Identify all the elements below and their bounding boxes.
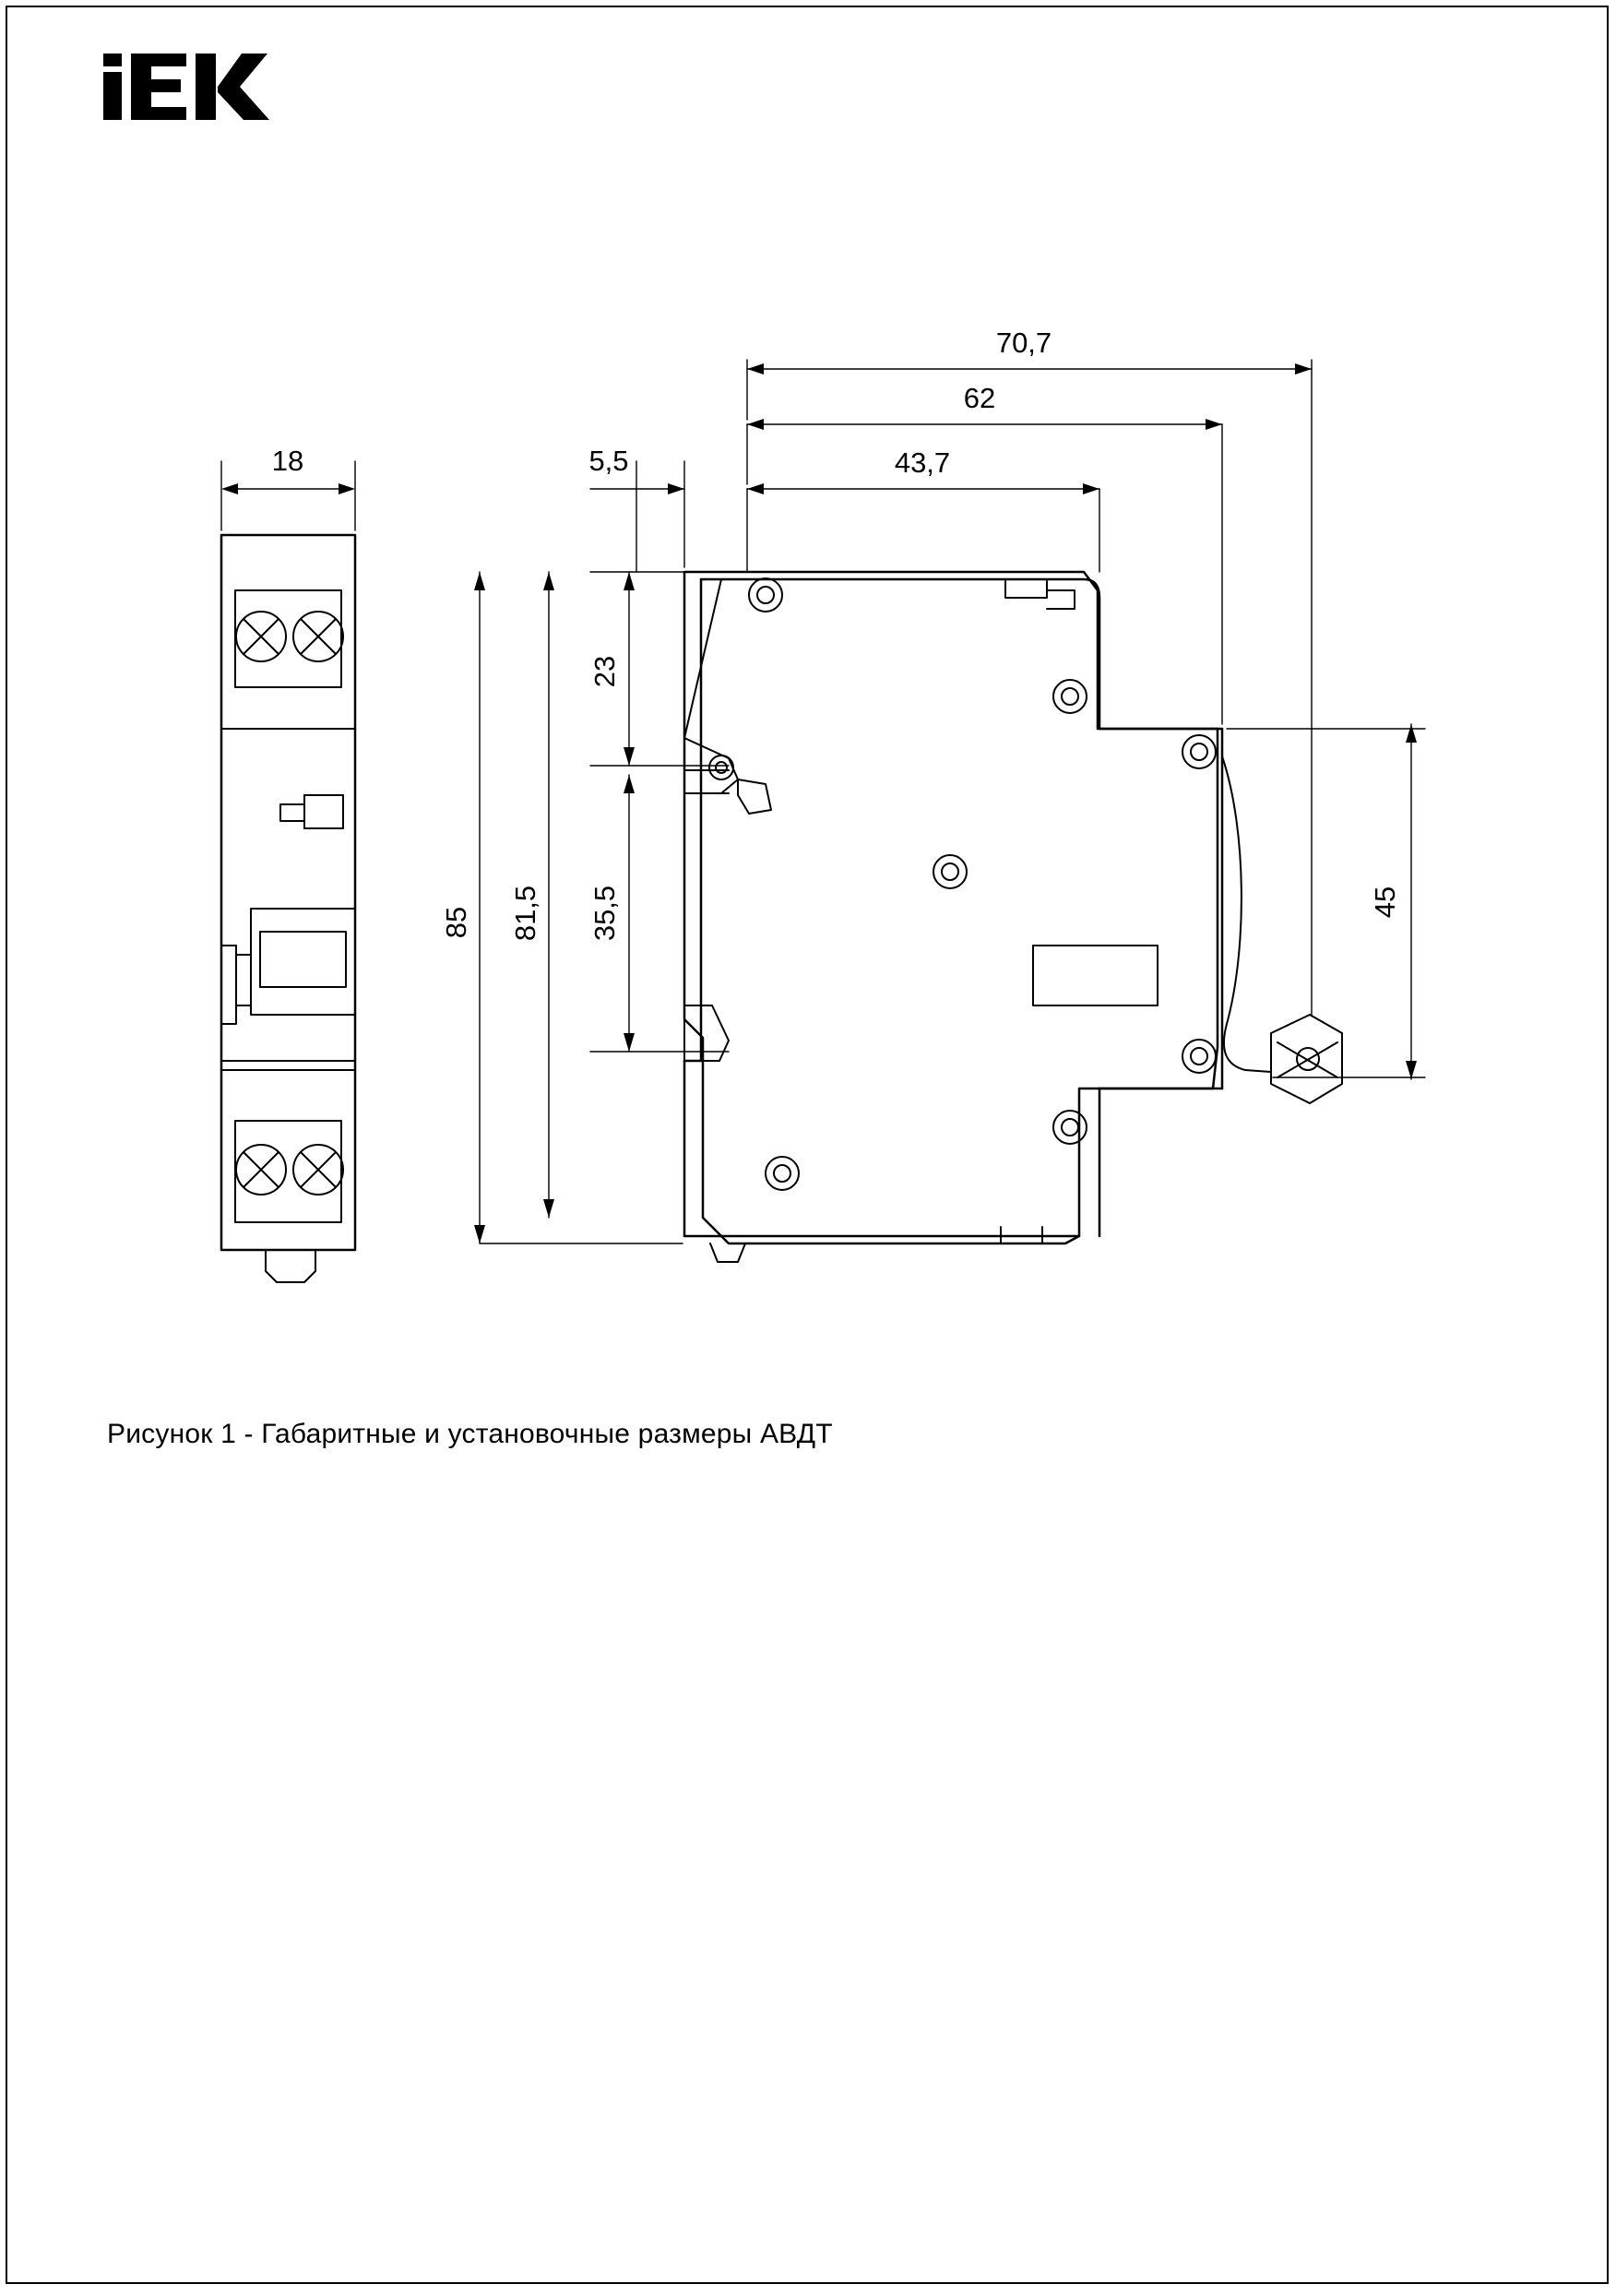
dimension-depth-5-5 (588, 445, 684, 572)
dimension-width-18 (221, 445, 355, 530)
front-view-body (221, 535, 355, 1282)
svg-text:18: 18 (271, 445, 304, 477)
dimension-depth-43-7 (747, 446, 1099, 572)
dimension-height-81-5 (509, 572, 554, 1218)
figure-caption: Рисунок 1 - Габаритные и установочные размеры АВДТ (107, 1419, 833, 1449)
svg-text:35,5: 35,5 (588, 885, 621, 942)
dimension-depth-62 (747, 382, 1222, 724)
side-view-profile (684, 579, 1222, 1236)
dimension-height-35-5 (588, 775, 729, 1052)
dimension-depth-70-7 (747, 327, 1312, 1015)
dimension-height-23 (588, 572, 729, 766)
dimension-height-45 (1227, 724, 1425, 1079)
dimension-height-85 (440, 572, 683, 1243)
svg-text:5,5: 5,5 (588, 445, 629, 477)
svg-text:45: 45 (1369, 886, 1401, 919)
svg-text:70,7: 70,7 (995, 327, 1052, 359)
svg-text:43,7: 43,7 (894, 446, 951, 479)
svg-text:62: 62 (963, 382, 996, 414)
svg-text:85: 85 (440, 906, 472, 939)
side-view-details (684, 578, 1342, 1262)
svg-text:81,5: 81,5 (509, 885, 541, 942)
side-view-body (684, 572, 1218, 1243)
svg-text:23: 23 (588, 655, 621, 688)
